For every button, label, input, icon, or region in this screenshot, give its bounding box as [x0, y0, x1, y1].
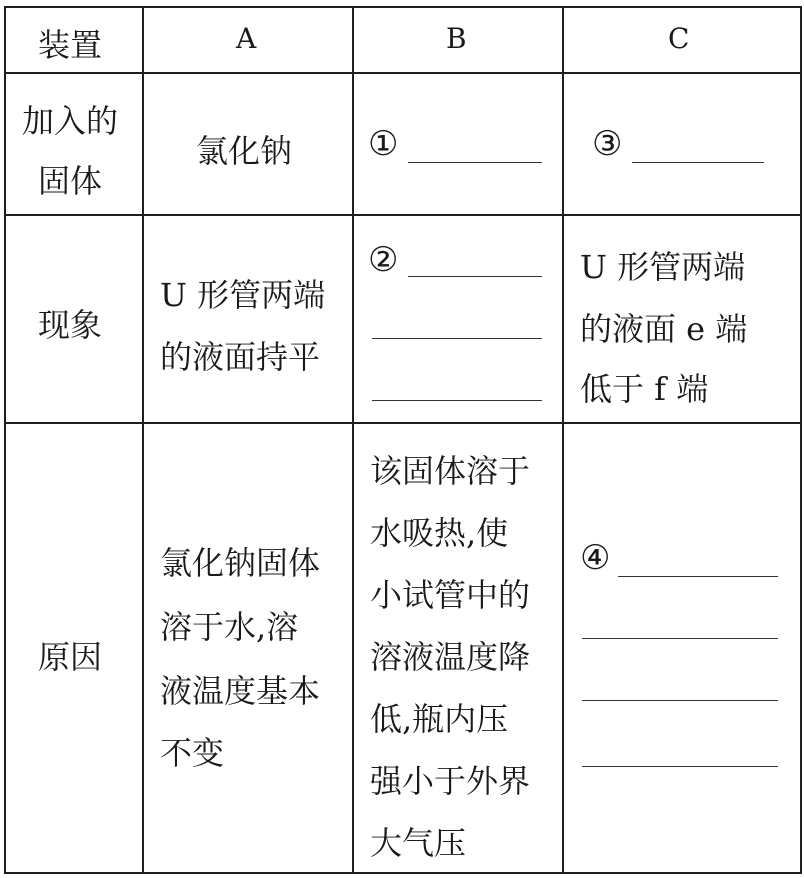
reason-c-blank-1	[618, 576, 778, 577]
phenomenon-c-line3: 低于 f 端	[580, 370, 709, 408]
header-a: A	[236, 22, 257, 55]
solid-b-blank	[408, 162, 542, 163]
phenomenon-a-cell	[143, 215, 353, 423]
reason-a-line3: 液温度基本	[160, 672, 321, 710]
solid-c-blank	[632, 162, 764, 163]
solid-a-value: 氯化钠	[196, 132, 293, 170]
phenomenon-c-line2: 的液面 e 端	[580, 310, 748, 348]
reason-c-blank-4	[582, 766, 778, 767]
solid-label-line1: 加入的	[22, 102, 119, 140]
reason-b-line5: 低,瓶内压	[370, 700, 509, 738]
experiment-table	[4, 6, 802, 874]
phenomenon-b-blank-3	[372, 400, 542, 401]
phenomenon-c-line1: U 形管两端	[580, 248, 746, 286]
phenomenon-a-line1: U 形管两端	[160, 276, 326, 314]
phenomenon-label: 现象	[38, 306, 103, 344]
reason-a-line1: 氯化钠固体	[160, 544, 321, 582]
phenomenon-b-marker: ②	[368, 240, 399, 280]
reason-b-line6: 强小于外界	[370, 762, 531, 800]
reason-a-line2: 溶于水,溶	[160, 608, 299, 646]
solid-label-line2: 固体	[38, 162, 103, 200]
header-b: B	[446, 22, 467, 55]
phenomenon-a-line2: 的液面持平	[160, 338, 321, 376]
phenomenon-b-blank-2	[372, 338, 542, 339]
reason-b-line1: 该固体溶于	[370, 452, 531, 490]
reason-c-blank-3	[582, 700, 778, 701]
reason-b-line4: 溶液温度降	[370, 638, 531, 676]
solid-row	[5, 73, 801, 215]
reason-c-marker: ④	[580, 538, 611, 578]
reason-label: 原因	[38, 638, 103, 676]
phenomenon-b-blank-1	[408, 276, 542, 277]
header-c: C	[668, 22, 690, 55]
reason-b-line2: 水吸热,使	[370, 514, 509, 552]
reason-b-line7: 大气压	[370, 824, 467, 862]
reason-a-line4: 不变	[160, 734, 225, 772]
header-device: 装置	[38, 26, 103, 64]
reason-c-cell	[563, 423, 801, 873]
reason-a-cell	[143, 423, 353, 873]
reason-b-line3: 小试管中的	[370, 576, 531, 614]
reason-c-blank-2	[582, 638, 778, 639]
solid-c-marker: ③	[592, 124, 623, 164]
solid-b-marker: ①	[368, 124, 399, 164]
